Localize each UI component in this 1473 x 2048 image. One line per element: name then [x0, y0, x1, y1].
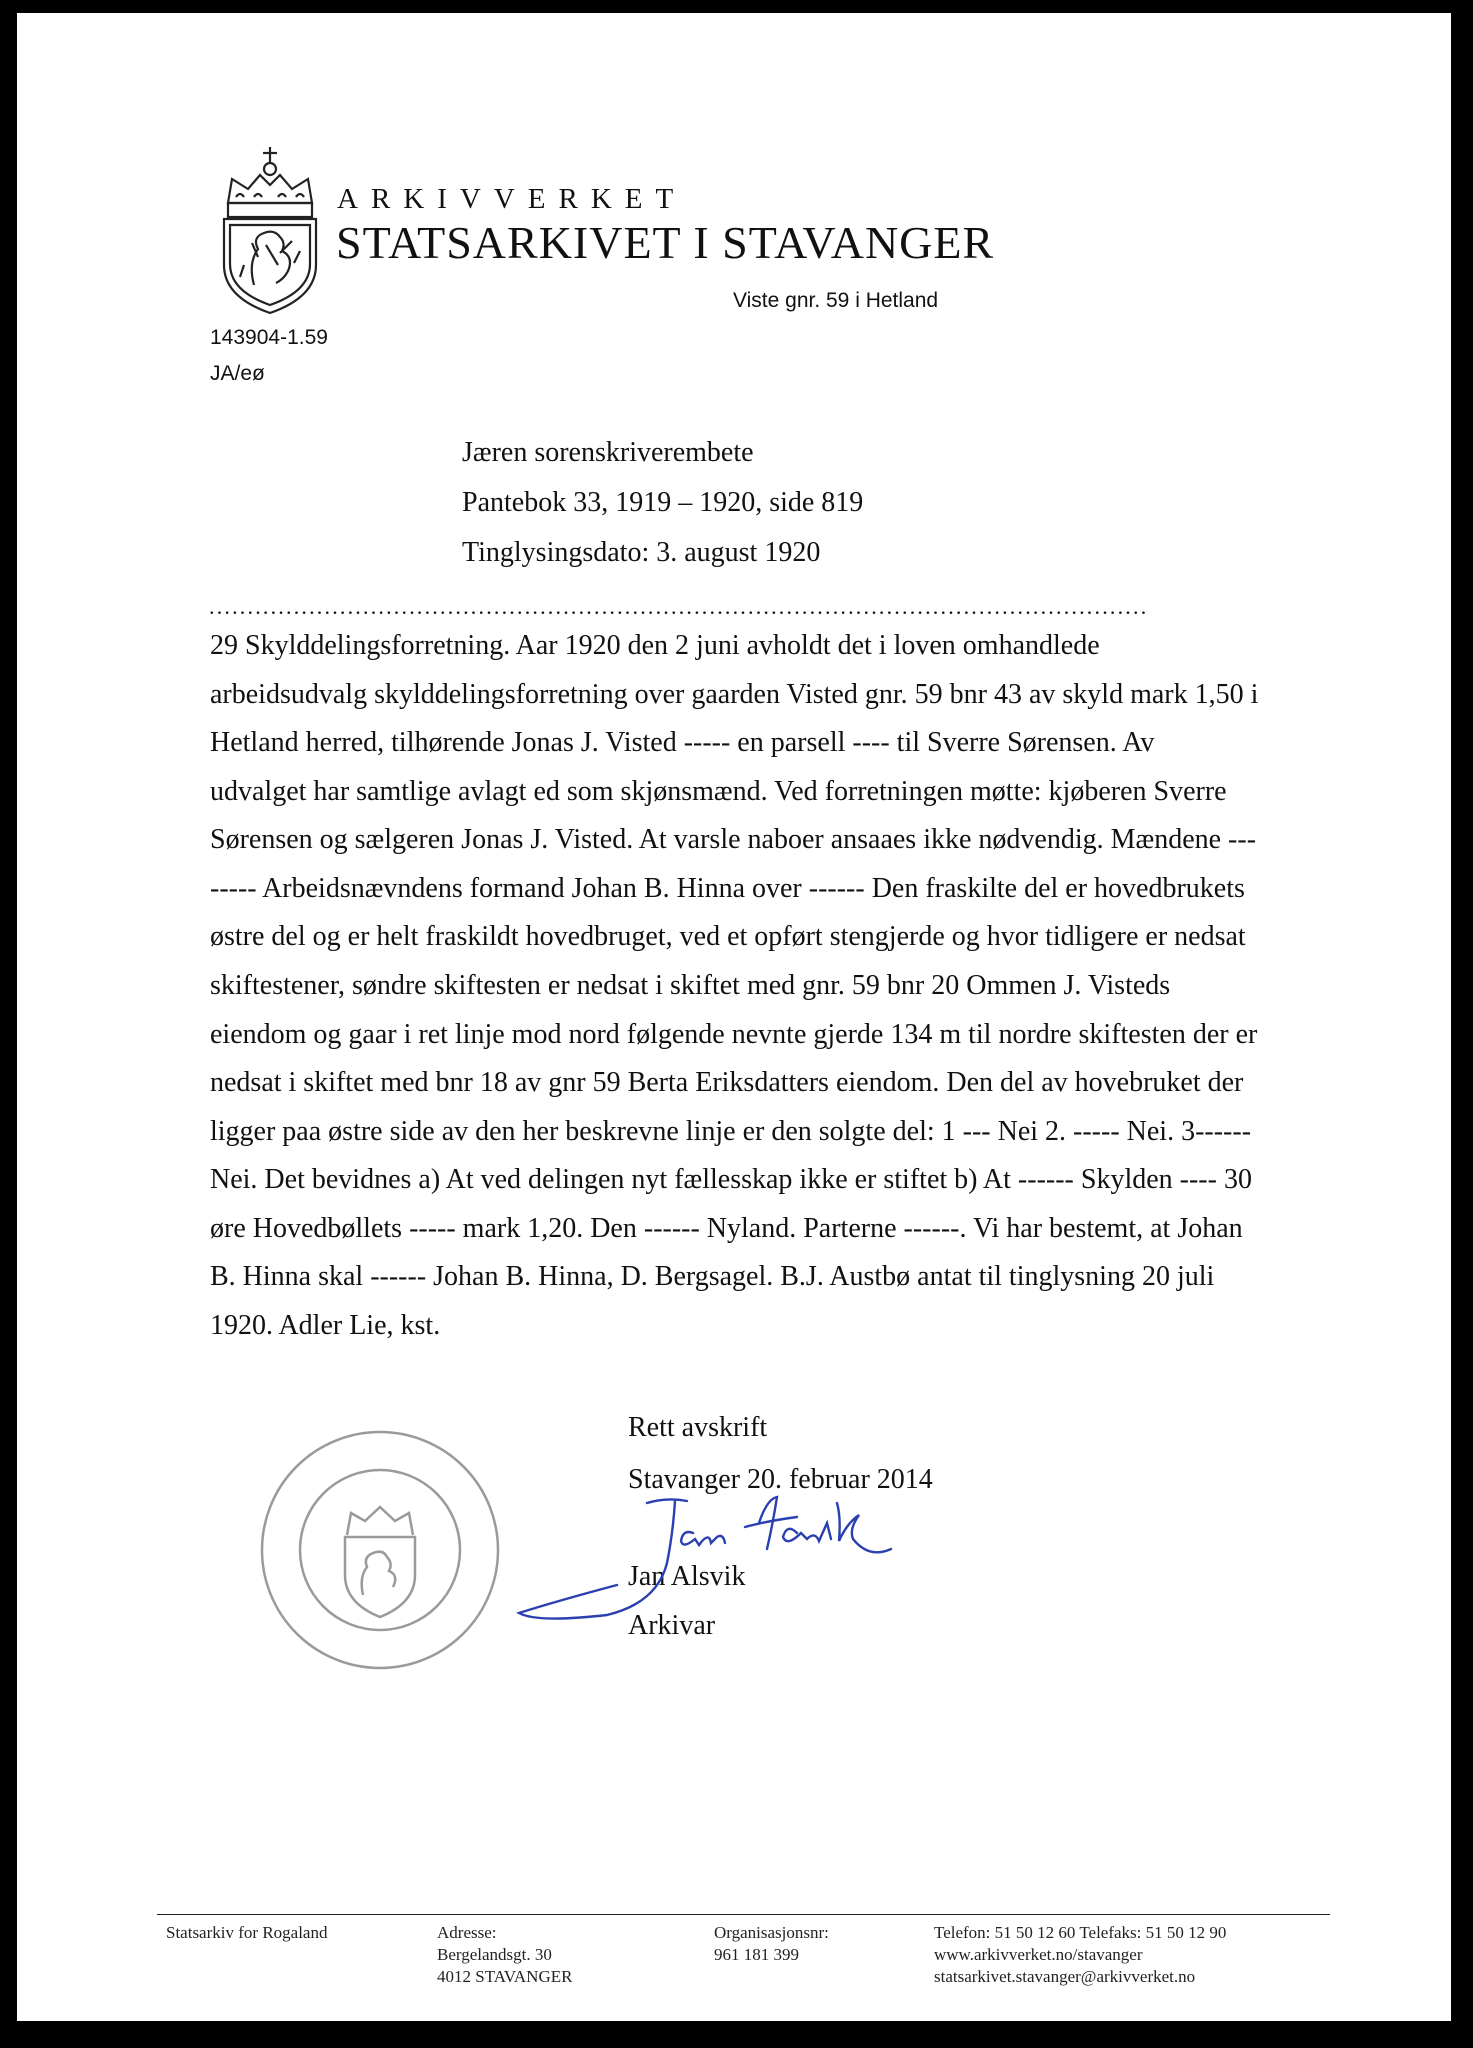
certified-copy-label: Rett avskrift	[628, 1412, 768, 1443]
footer-text: Bergelandsgt. 30	[437, 1945, 552, 1964]
signatory-title: Arkivar	[628, 1610, 716, 1641]
footer-text: Adresse:	[437, 1923, 497, 1942]
source-book: Pantebok 33, 1919 – 1920, side 819	[462, 487, 864, 518]
body-line: Sørensen og sælgeren Jonas J. Visted. At varsle naboer ansaaes ikke nødvendig. Mændene ---	[210, 824, 1257, 855]
coat-of-arms-logo	[214, 145, 326, 315]
footer-text: Telefon: 51 50 12 60 Telefaks: 51 50 12 90	[934, 1923, 1227, 1942]
footer-email[interactable]: statsarkivet.stavanger@arkivverket.no	[934, 1967, 1196, 1986]
body-line: udvalget har samtlige avlagt ed som skjønsmænd. Ved forretningen møtte: kjøberen Sverre	[210, 776, 1227, 807]
body-line: Hetland herred, tilhørende Jonas J. Visted ----- en parsell ---- til Sverre Sørensen. Av	[210, 727, 1155, 758]
archive-name-large: STATSARKIVET I STAVANGER	[336, 217, 995, 268]
body-line: B. Hinna skal ------ Johan B. Hinna, D. Bergsagel. B.J. Austbø antat til tinglysning 20 juli	[210, 1261, 1215, 1292]
footer-orgnr	[714, 1922, 829, 1966]
body-line: østre del og er helt fraskildt hovedbruget, ved et opført stengjerde og hvor tidligere er nedsat	[210, 921, 1246, 952]
footer-link[interactable]: www.arkivverket.no/stavanger	[934, 1945, 1143, 1964]
body-line: nedsat i skiftet med bnr 18 av gnr 59 Berta Eriksdatters eiendom. Den del av hovebruket der	[210, 1067, 1244, 1098]
footer-text: Organisasjonsnr:	[714, 1923, 829, 1942]
footer-divider	[157, 1914, 1330, 1915]
body-line: Nei. Det bevidnes a) At ved delingen nyt fællesskap ikke er stiftet b) At ------ Skylden ---- 30	[210, 1164, 1252, 1195]
signatory-name: Jan Alsvik	[628, 1561, 746, 1592]
registration-date: Tinglysingsdato: 3. august 1920	[462, 537, 821, 568]
handwritten-signature	[497, 1493, 957, 1653]
body-line: arbeidsudvalg skylddelingsforretning over gaarden Visted gnr. 59 bnr 43 av skyld mark 1,50 i	[210, 679, 1259, 710]
footer-institution	[166, 1922, 327, 1944]
body-line: 29 Skylddelingsforretning. Aar 1920 den 2 juni avholdt det i loven omhandlede	[210, 630, 1100, 661]
subject-line: Viste gnr. 59 i Hetland	[733, 289, 939, 312]
reference-number: 143904-1.59	[210, 326, 328, 349]
author-initials: JA/eø	[210, 362, 265, 385]
archive-stamp	[255, 1425, 505, 1675]
certification-date: Stavanger 20. februar 2014	[628, 1464, 933, 1495]
footer-address	[437, 1922, 572, 1988]
body-line: 1920. Adler Lie, kst.	[210, 1310, 441, 1341]
footer-text: Statsarkiv for Rogaland	[166, 1923, 328, 1942]
footer-contact	[934, 1922, 1226, 1988]
body-line: øre Hovedbøllets ----- mark 1,20. Den ------ Nyland. Parterne ------. Vi har bestemt, at Johan	[210, 1213, 1243, 1244]
source-court: Jæren sorenskriverembete	[462, 437, 754, 468]
archive-name-small: ARKIVVERKET	[337, 183, 687, 215]
document-page	[17, 13, 1451, 2021]
body-line: ligger paa østre side av den her beskrevne linje er den solgte del: 1 --- Nei 2. ----- Nei. 3------	[210, 1116, 1252, 1147]
footer-text: 4012 STAVANGER	[437, 1967, 573, 1986]
dotted-separator: ..........................................................................................................................	[209, 594, 1149, 619]
body-line: eiendom og gaar i ret linje mod nord følgende nevnte gjerde 134 m til nordre skiftesten der er	[210, 1019, 1258, 1050]
body-line: skiftestener, søndre skiftesten er nedsat i skiftet med gnr. 59 bnr 20 Ommen J. Visteds	[210, 970, 1171, 1001]
footer-text: 961 181 399	[714, 1945, 799, 1964]
body-line: ----- Arbeidsnævndens formand Johan B. Hinna over ------ Den fraskilte del er hovedbrukets	[210, 873, 1245, 904]
